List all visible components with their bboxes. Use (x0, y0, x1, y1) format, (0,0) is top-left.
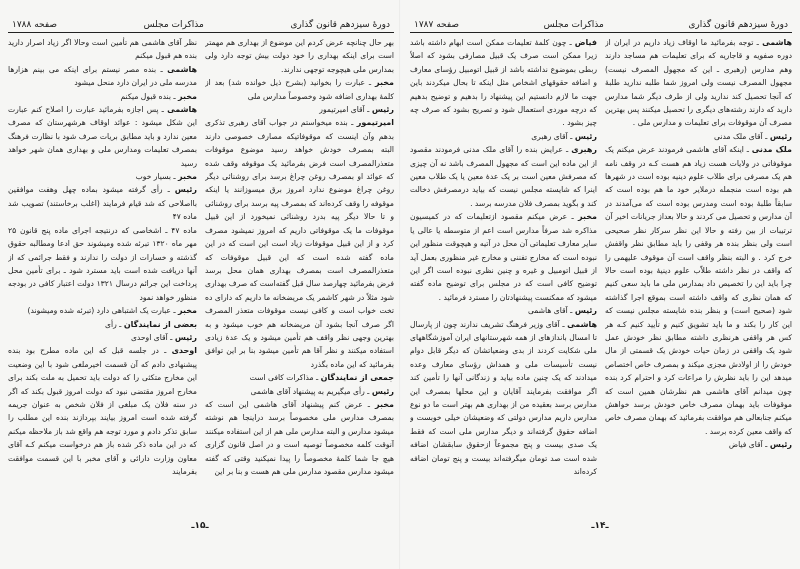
speech-paragraph (410, 210, 597, 304)
page-label: صفحه ۱۷۸۷ (414, 20, 460, 30)
paragraph-text: ـ رأی گرفته میشود بماده چهل وهفت موافقین بااصلاحی که شد قیام فرمایند (اغلب برخاستند) تصویب شد ماده ۴۷ (8, 185, 197, 222)
speech-paragraph (605, 143, 792, 438)
speaker-name: مخبر (178, 172, 197, 182)
left-page-columns (8, 36, 394, 506)
speaker-name: هاشمی (567, 319, 597, 329)
paragraph-text: ـ اینکه آقای هاشمی فرمودند عرض میکنم یک موقوفاتی در ولایات هست زیاد هم هست کـه در وقف نامه هم یک مصرفی برای طلاب علوم دینیه بوده است در شهرها هم بوده است منجمله درملایر خود ما هم بوده است که سابقاً طلبهٔ بوده است ومدرس بوده است که می‌آمدند در آن مدارس و تحصیل می کردند و حالا بعداز جریانات اخیر آن ترتیبات از بین رفته و حالا این نظر سرکار نظر صحیحی است ولی بنظر بنده هر وقفی را باید مطابق نظر واقفش خرج کرد . و البته بنظر واقف است آن موقوف علیهمی را که واقف در نظر داشته طلاّب علوم دینیهٔ بوده است حالا چرا باید این را تخصیص داد بمدارس ملی ما باید سعی کنیم که همان نظری که واقف داشته است بموقع اجرا گذاشته شود (صحیح است) و بنظر بنده شایسته مجلس نیست که این کار را بکند و ما باید تشویق کنیم و تأیید کنیم کـه هر کس هر واقفی هرنظری داشته مطابق نظر خودش عمل شود یک واقفی در زمان حیات خودش یک قسمتی از مال خودش را از اولادش مجزی میکند و بمصرف خاص اختصاص میدهد این را باید نظرش را مراعات کرد و احترام کرد بنده چون میدانم آقای هاشمی هم نظرشان همین است که موقوفات باید بهمان مصرف خاص خودش برسد خواهش میکنم جنابعالی هم موافقت بفرمائید که بهمان مصرف خاص که واقف معین کرده برسد . (605, 145, 792, 436)
proceedings-title: مذاکرات مجلس (143, 20, 204, 30)
speech-paragraph (605, 438, 792, 451)
speech-paragraph (410, 36, 597, 130)
speaker-name: رئیس (174, 332, 197, 342)
speaker-name: رئیس (371, 386, 394, 396)
speech-paragraph (8, 183, 197, 223)
speech-paragraph (410, 130, 597, 143)
paragraph-text: ـ آقای اوحدی (130, 332, 173, 342)
page-number: ـ۱۵ـ (191, 521, 209, 531)
session-title: دورهٔ سیزدهم قانون گذاری (688, 20, 788, 30)
speaker-name: مخبر (578, 212, 597, 222)
speaker-name: مخبر (375, 399, 394, 409)
speech-paragraph (410, 143, 597, 210)
paragraph-text: ـ عرض کنم پیشنهاد آقای هاشمی این است که بمصرف مدارس ملی مخصوصاً برسد دراینجا هم نوشته میشود مدارس و البته مدارس ملی هم از این استفاده میکنند آنوقت کلمه مخصوصاً توصیه است و در اصل قانون گزاری هیچ جا شما کلمهٔ مخصوصاً را پیدا نمیکنید وقتی که گفته میشود مدارس مقصود مدارس ملی هم هست و بنا بر این (205, 399, 394, 476)
speech-paragraph (8, 103, 197, 170)
paragraph-text: ـ آقای ملک مدنی (714, 131, 768, 141)
speaker-name: رئیس (174, 185, 197, 195)
paragraph-text: ـ بسیار خوب (135, 172, 176, 182)
speech-paragraph (205, 371, 394, 384)
speech-paragraph (205, 103, 394, 116)
speaker-name: رئیس (574, 131, 597, 141)
speech-paragraph (410, 304, 597, 317)
speaker-name: رئیس (769, 440, 792, 450)
speech-paragraph (8, 90, 197, 103)
page-number: ـ۱۴ـ (591, 521, 609, 531)
paragraph-text: ـ بنده میخواستم در جواب آقای رهبری تذکری بدهم وآن اینست که موقوفاتیکه مصارف خصوصی دارند البته بمصرف خودش خواهد رسید موضوع موقوفات متعذرالمصرف است فرض بفرمائید یک موقوفه وقف شده که عوائد او بمصرف روغن چراغ برسد برای روشنائی دیگر روغن چراغ موضوع ندارد امروز برق میسوزانند یا اینکه موقوفه را وقف کرده‌اند که بمصرف پیه برسد برای روشنائی و تا حالا دیگر پیه بدرد روشنائی نمیخورد از این قبیل موقوفات ما یک موقوفاتی داریم که امروز نمیشود مصرف کرد و از این قبیل موقوفات زیاد است این است که در این ماده گفته شده است که این قبیل موقوفات که متعذرالمصرف است بمصرف بهداری همان محل برسد فرض بفرمائید چهارصد سال قبل گفته‌است که صرف بهداری شود مثلاً در شهر کاشمر یک مریضخانه ما داریم که دارای ده تخت خواب است و کافی نیست موقوفات متعذر المصرف اگر صرف آنجا بشود آن مریضخانه هم خوب میشود و به بهترین وجهی نظر واقف هم تأمین میشود و یک عدهٔ زیادی استفاده میکنند و نظر آقا هم تأمین میشود بنا بر این توافق بفرمائید که این ماده بگذرد (205, 118, 394, 369)
speaker-name: مخبر (178, 306, 197, 316)
speech-paragraph (205, 116, 394, 371)
proceedings-title: مذاکرات مجلس (543, 20, 604, 30)
speech-paragraph (605, 36, 792, 130)
speaker-name: رئیس (769, 131, 792, 141)
speech-paragraph (205, 385, 394, 398)
text-paragraph (205, 36, 394, 76)
speaker-name: امیرتیمور (356, 118, 394, 128)
paragraph-text: ـ رأی (105, 319, 122, 329)
speaker-name: رئیس (371, 105, 394, 115)
paragraph-text: ـ عبارت را بخوانید (بشرح ذیل خوانده شد) بعد از کلمهٔ بهداری اضافه شود وخصوصاً مدارس ملی (205, 78, 394, 101)
paragraph-text: ـ آقای فیاض (728, 440, 768, 450)
session-title: دورهٔ سیزدهم قانون گذاری (290, 20, 390, 30)
paragraph-text: ـ آقای وزیر فرهنگ تشریف ندارند چون از پارسال تا امسال باندازهای از همه شهرستانهای ایران آموزشگاههای ملی شکایت کردند از بدی وضعیاتشان که دیگر قابل دوام نیست تأسیسات ملی و همداش رؤسای معارف وعده میدادند که یک چنین ماده بیاید و زندگانی آنها را تأمین کند اگر موافقت بفرمایند آقایان و این محلها بمصرف این مدارس برسد بعقیده من از بهداری هم بهتر است ما دو نوع مدارس داریم مدارس دولتی که وضعیشان خیلی خوبست و اضافه حقوق گرفته‌اند و دیگر مدارس ملی است که فقط یک صدی بیست و پنج مجموعاً ازحقوق سابقشان اضافه شده است صد تومان میگرفته‌اند بیست و پنج تومان اضافه کرده‌اند (410, 319, 597, 476)
paragraph-text: ـ بنده قبول میکنم (120, 91, 176, 101)
speaker-name: مخبر (375, 78, 394, 88)
paragraph-text: ـ عرایض بنده را آقای ملک مدنی فرمودند مقصود از این ماده این است که مجهول المصرف باشد نه آن چیزی که مصرفش معین است بر یک عدهٔ معین یا یک طلاب معین اینرا که شایسته مجلس نیست که بیاید درمصرفش دخالت کند و بگوید بمصرف فلان مدرسه برسد . (410, 145, 597, 208)
speech-paragraph (8, 63, 197, 90)
speaker-name: مخبر (178, 91, 197, 101)
speaker-name: بعضی از نمایندگان (123, 319, 197, 329)
right-page-left-column (410, 36, 597, 506)
speaker-name: جمعی از نمایندگان (320, 373, 394, 383)
paragraph-text: ـ در جلسه قبل که این ماده مطرح بود بنده پیشنهادی دادم که آن قسمت اخیرملغی شود با این وضعیت این مخارج متکثی را که دولت باید تحمیل به ملت بکند برای مخارج امروز مقتضی نبود که دولت امروز قبول بکند که اگر در سنه فلان یک مبلغی از فلان شخص به عنوان جریمه گرفته شده است امروز بیایند بپردازند بنده این مطلب را سابق تذکر دادم و مورد توجه هم واقع شد باز ملاحظه میکنم که در این ماده ذکر شده باز هم درخواست میکنم کـه آقای معاون وزارت دارائی و آقای مخبر با این قسمت موافقت بفرمایند (8, 346, 197, 476)
speaker-name: رئیس (574, 306, 597, 316)
page-label: صفحه ۱۷۸۸ (12, 20, 58, 30)
speech-paragraph (8, 344, 197, 478)
speaker-name: هاشمی (167, 105, 197, 115)
paragraph-text: ـ رأی میگیریم به پیشنهاد آقای هاشمی (250, 386, 370, 396)
paragraph-text: ـ عبارت یک اشتباهی دارد (تبرئه شده ومیشوند) (27, 306, 176, 316)
text-paragraph (8, 36, 197, 63)
speaker-name: اوحدی (171, 346, 197, 356)
speaker-name: هاشمی (762, 38, 792, 47)
left-page-right-column (205, 36, 394, 506)
speech-paragraph (205, 398, 394, 478)
paragraph-text: ـ چون کلمهٔ تعلیمات ممکن است ابهام داشته باشد زیرا ممکن است صرف یک قبیل مصارفی بشود که اصلاً ربطی بموضوع نداشته باشد از قبیل اتومبیل رؤسای معارف و اضافه حقوقهای اشخاص مثل اینکه تا بحال میکردند باین جهت ما لازم دانستیم این پیشنهاد را بدهیم و توضیح بدهیم که درچه موردی استعمال شود و تصریح بشود که صرف چه چیز بشود . (410, 38, 597, 128)
paragraph-text: ـ آقای امیرتیمور (319, 105, 370, 115)
paragraph-text: ـ آقای رهبری (531, 131, 573, 141)
text-paragraph (8, 224, 197, 304)
speech-paragraph (605, 130, 792, 143)
speech-paragraph (8, 304, 197, 317)
paragraph-text: ـ پس اجازه بفرمائید عبارت را اصلاح کنم عبارت این شکل میشود : عوائد اوقاف هرشهرستان که مصرف معین ندارد و باید مطابق بریات صرف شود با نظارت فرهنگ بمصرف تعلیمات ومدارس ملی و بهداری همان شهر خواهد رسید (8, 105, 197, 168)
speech-paragraph (410, 318, 597, 479)
paragraph-text: بهر حال چنانچه عرض کردم این موضوع از بهداری هم مهمتر است برای اینکه بهداری را خود دولت بیش توجه دارد ولی بمدارس ملی هیچوجه توجهی ندارند. (205, 38, 394, 74)
right-page (400, 0, 800, 569)
paragraph-text: ـ مذاکرات کافی است (249, 373, 319, 383)
speaker-name: رهبری (571, 145, 597, 155)
right-page-columns (410, 36, 792, 506)
right-page-right-column (605, 36, 792, 506)
paragraph-text: ـ آقای هاشمی (527, 306, 573, 316)
speaker-name: فیاض (574, 38, 597, 47)
paragraph-text: ـ عرض میکنم مقصود ازتعلیمات که در کمیسیون مذاکره شد صرفاً مدارس است اعم از متوسطه یا عالی یا سایر معارف تعلیماتی آن محل در آتیه و هیچوقت منظور این نبوده است که مخارج تفننی و مخارج غیر منظوری بعمل آید از قبیل اتومبیل و غیره و چنین نظری نبوده است اگر این توضیح کافی است که در مجلس برای توضیح ماده گفته میشود که ممکنست پیشنهادتان را مسترد فرمائید . (410, 212, 597, 302)
left-page-left-column (8, 36, 197, 506)
speaker-name: هاشمی (167, 64, 197, 74)
speech-paragraph (205, 76, 394, 103)
paragraph-text: نظر آقای هاشمی هم تأمین است وحالا اگر زیاد اصرار دارید بنده هم قبول میکنم (8, 38, 197, 61)
speech-paragraph (8, 170, 197, 183)
page-gutter (399, 0, 401, 569)
right-page-header (410, 14, 792, 33)
paragraph-text: ماده ۴۷ ـ اشخاصی که درنتیجه اجرای ماده پنج قانون ۲۵ مهر ماه ۱۳۲۰ تبرئه شده ومیشوند حق ادعا ومطالبه حقوق گذشته و خسارات از دولت را ندارند و فقط جرائمی که از آنها دریافت شده است باید مسترد شود ـ برای تأمین محل پرداخت این جرائم درسال ۱۳۲۱ دولت اعتبار کافی در بودجه منظور خواهد نمود (8, 225, 197, 302)
speaker-name: ملک مدنی (751, 145, 792, 155)
left-page-header (8, 14, 394, 33)
speech-paragraph (8, 318, 197, 331)
paragraph-text: ـ توجه بفرمائید ما اوقاف زیاد داریم در ایران از دوره صفویه و قاجاریه که برای تعلیمات هم مساجد دارند وهم مدارس (رهبری ـ این که مجهول المصرف نیست) مجهول المصرف نیست ولی امروز شما طلبه ندارید طلبهٔ که آنجا تحصیل کند ندارید ولی از طرف دیگر شما مدارس دارید که دارند رشته‌های دیگری را تحصیل میکنند پس بهترین مصرف آن موقوفات برای تعلیمات و مدارس ملی . (605, 38, 792, 128)
paragraph-text: ـ بنده مصر نیستم برای اینکه می بینم هزارها مدرسه ملی در ایران دارد منحل میشود (8, 64, 197, 88)
speech-paragraph (8, 331, 197, 344)
